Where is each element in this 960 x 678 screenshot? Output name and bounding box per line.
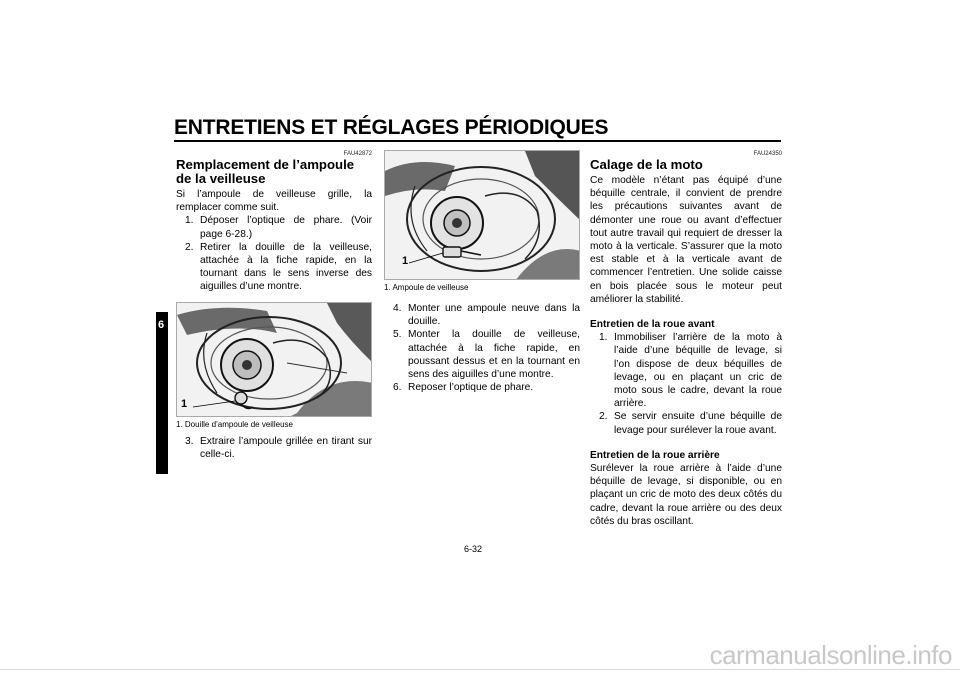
left-column (176, 150, 372, 461)
callout-label: 1 (181, 397, 188, 410)
right-column (590, 150, 782, 528)
step-number: 1. (185, 215, 194, 227)
step-item (384, 381, 580, 394)
figure-caption: 1. Ampoule de veilleuse (384, 283, 469, 292)
step-text: Monter une ampoule neuve dans la douille. (408, 303, 580, 328)
header-rule (174, 140, 781, 142)
step-item (590, 331, 782, 410)
headlight-bulb-drawing (385, 151, 580, 280)
section-heading: Remplacement de l’ampoule de la veilleuse (176, 157, 355, 186)
chapter-number: 6 (158, 319, 165, 331)
step-text: Immobiliser l’arrière de la moto à l’aide d’une béquille de levage, si l’on dispose de deux béquilles de levage, ou en plaçant un cric de moto sous le cadre, devant la roue arrière. (614, 332, 782, 410)
step-text: Monter la douille de veilleuse, attachée à la fiche rapide, en poussant dessus et en la tournant en sens des aiguilles d’une montre. (408, 329, 580, 381)
chapter-tab (156, 312, 168, 474)
section-heading: Calage de la moto (590, 157, 703, 172)
step-number: 2. (599, 411, 608, 423)
body-text: Surélever la roue arrière à l’aide d’une béquille de levage, si disponible, ou en plaçant un cric de moto des deux côtés du cadre, devant la roue arrière ou des deux côtés du bras oscillant. (590, 463, 782, 527)
middle-column (384, 150, 580, 394)
step-item (384, 328, 580, 381)
step-number: 2. (185, 241, 194, 253)
step-number: 5. (393, 329, 402, 341)
step-text: Reposer l’optique de phare. (408, 382, 534, 394)
step-number: 6. (393, 382, 402, 394)
intro-text: Si l’ampoule de veilleuse grille, la remplacer comme suit. (176, 189, 372, 214)
headlight-assembly-drawing (177, 303, 372, 417)
step-item (176, 241, 372, 294)
step-item (590, 410, 782, 436)
figure-caption: 1. Douille d’ampoule de veilleuse (176, 419, 293, 429)
step-number: 4. (393, 303, 402, 314)
bulb-socket-illustration (176, 302, 372, 417)
watermark-text: carmanualsonline.info (709, 640, 952, 670)
section-code: FAU42872 (343, 151, 372, 157)
step-number: 3. (185, 435, 194, 447)
bulb-illustration (384, 150, 580, 280)
subsection-heading: Entretien de la roue avant (590, 319, 715, 331)
step-text: Retirer la douille de la veilleuse, attachée à la fiche rapide, en la tournant dans le sens inverse des aiguilles d’une montre. (200, 241, 372, 293)
section-code: FAU24350 (753, 151, 782, 157)
step-item (176, 435, 372, 461)
step-number: 1. (599, 332, 608, 344)
page-title: ENTRETIENS ET RÉGLAGES PÉRIODIQUES (174, 116, 609, 139)
step-text: Extraire l’ampoule grillée en tirant sur celle-ci. (200, 435, 372, 460)
subsection-heading: Entretien de la roue arrière (590, 449, 720, 461)
step-text: Déposer l’optique de phare. (Voir page 6-28.) (200, 215, 372, 240)
page-number: 6-32 (464, 544, 483, 554)
step-item (384, 302, 580, 328)
callout-label: 1 (402, 255, 409, 267)
step-item (176, 214, 372, 240)
intro-text: Ce modèle n’étant pas équipé d’une béquille centrale, il convient de prendre les précautions suivantes avant de démonter une roue ou avant d’effectuer tout autre travail qui requiert de dresser la moto à la verticale. S’assurer que la moto est stable et à la verticale avant de commencer l’entretien. Une solide caisse en bois placée sous le moteur peut améliorer la stabilité. (590, 175, 782, 305)
step-text: Se servir ensuite d’une béquille de levage pour surélever la roue avant. (614, 411, 782, 436)
